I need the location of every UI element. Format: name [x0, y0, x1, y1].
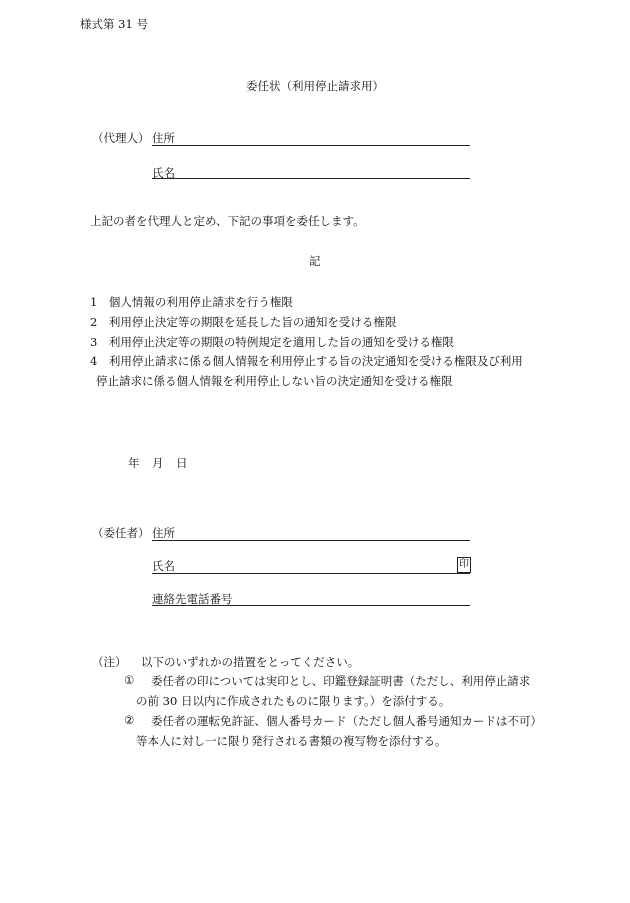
principal-phone-label: 連絡先電話番号 — [152, 592, 233, 606]
form-number: 様式第 31 号 — [80, 17, 148, 31]
list-item: 4 利用停止請求に係る個人情報を利用停止する旨の決定通知を受ける権限及び利用 — [90, 354, 523, 368]
list-item-continuation: 停止請求に係る個人情報を利用停止しない旨の決定通知を受ける権限 — [96, 374, 453, 388]
note-intro: 以下のいずれかの措置をとってください。 — [141, 655, 360, 669]
date-year: 年 — [128, 456, 140, 470]
date-month: 月 — [152, 456, 164, 470]
note-item1-line2: の前 30 日以内に作成されたものに限ります。）を添付する。 — [136, 694, 451, 708]
principal-name-label: 氏名 — [152, 559, 175, 573]
list-item: 1 個人情報の利用停止請求を行う権限 — [90, 295, 293, 309]
principal-address-label: 住所 — [152, 526, 175, 540]
agent-name-line[interactable] — [152, 178, 470, 179]
note-item2-mark: ② — [124, 713, 135, 727]
note-item1-mark: ① — [124, 673, 135, 687]
principal-label: （委任者） — [92, 526, 150, 540]
note-item1-line1: 委任者の印については実印とし、印鑑登録証明書（ただし、利用停止請求 — [151, 674, 531, 688]
principal-name-line[interactable] — [152, 573, 470, 574]
agent-name-label: 氏名 — [152, 166, 175, 180]
principal-phone-line[interactable] — [152, 605, 470, 606]
list-item: 3 利用停止決定等の期限の特例規定を適用した旨の通知を受ける権限 — [90, 335, 454, 349]
date-day: 日 — [176, 456, 188, 470]
agent-address-line[interactable] — [152, 145, 470, 146]
delegation-statement: 上記の者を代理人と定め、下記の事項を委任します。 — [90, 214, 365, 228]
list-item: 2 利用停止決定等の期限を延長した旨の通知を受ける権限 — [90, 315, 397, 329]
ki-heading: 記 — [309, 254, 321, 268]
note-item2-line1: 委任者の運転免許証、個人番号カード（ただし個人番号通知カードは不可） — [151, 714, 542, 728]
agent-address-label: 住所 — [152, 131, 175, 145]
note-label: （注） — [92, 655, 127, 669]
note-item2-line2: 等本人に対し一に限り発行される書類の複写物を添付する。 — [136, 734, 447, 748]
principal-address-line[interactable] — [152, 540, 470, 541]
seal-box: 印 — [457, 557, 471, 573]
document-title: 委任状（利用停止請求用） — [246, 79, 384, 93]
agent-label: （代理人） — [92, 131, 150, 145]
